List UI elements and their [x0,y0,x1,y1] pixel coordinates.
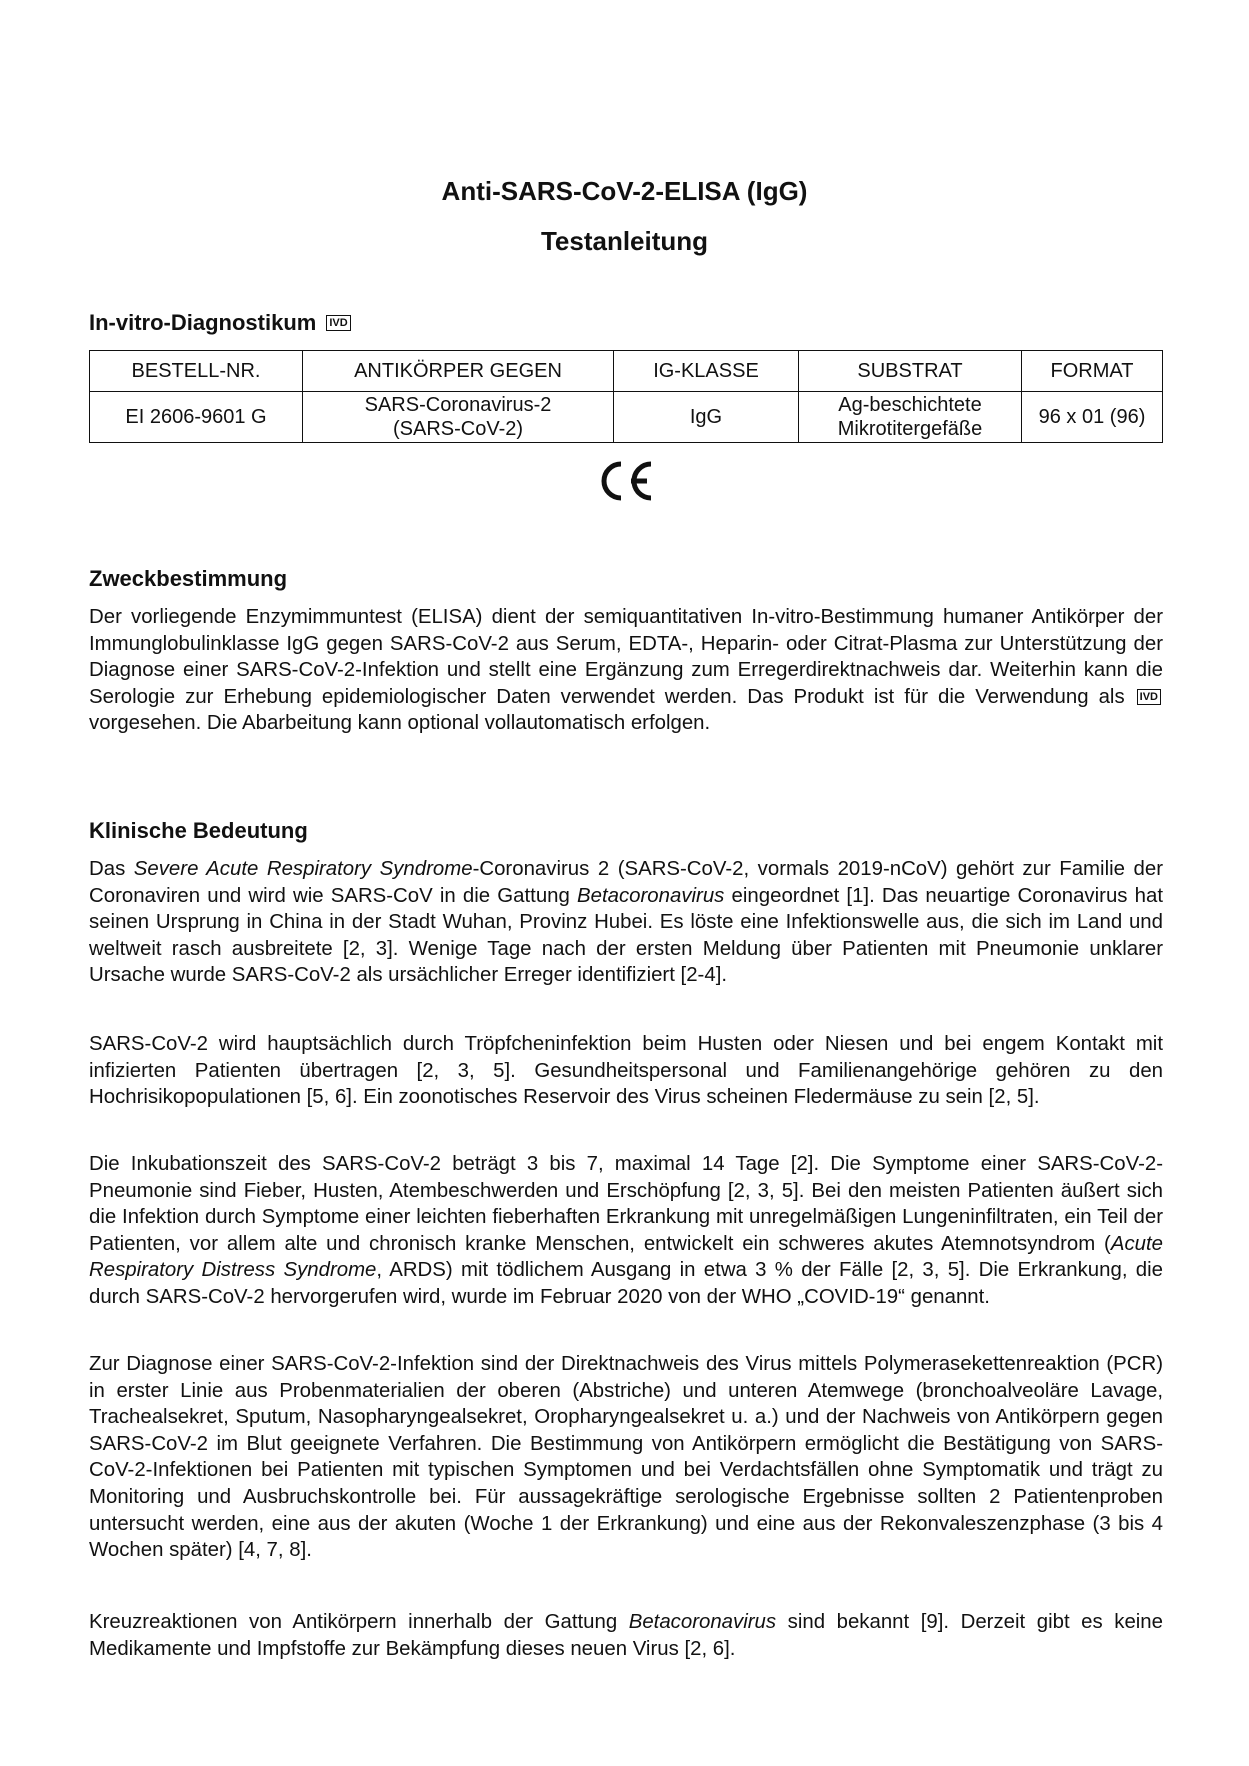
italic-term: Betacoronavirus [577,884,725,907]
table-header-row [90,351,1163,392]
ivd-symbol: IVD [326,315,350,331]
document-title: Anti-SARS-CoV-2-ELISA (IgG) [441,176,808,206]
diagnostic-heading [89,310,351,336]
order-number-cell: EI 2606-9601 G [90,392,303,443]
klinisch-paragraph-5 [89,1609,1163,1662]
zweck-paragraph [89,604,1163,737]
ce-mark-icon [595,458,655,504]
diagnostic-heading-label: In-vitro-Diagnostikum [89,310,317,335]
product-info-table [89,350,1163,443]
ig-class-cell: IgG [614,392,799,443]
section-heading-zweck: Zweckbestimmung [89,566,288,591]
table-row [90,392,1163,443]
antibody-line-2: (SARS-CoV-2) [392,418,524,440]
substrate-cell [799,392,1022,443]
ivd-inline-symbol: IVD [1137,689,1161,705]
zweck-text-b: vorgesehen. Die Abarbeitung kann optional vollautomatisch erfolgen. [89,712,711,735]
klinisch-paragraph-4: Zur Diagnose einer SARS-CoV-2-Infektion sind der Direktnachweis des Virus mittels Polymerasekettenreaktion (PCR) in erster Linie aus Probenmaterialien der oberen (Abstriche) und unteren Atemwege (bronchoalveoläre Lavage, Trachealsekret, Sputum, Nasopharyngealsekret, Oropharyngealsekret u. a.) und der Nachweis von Antikörpern gegen SARS-CoV-2 im Blut geeignete Verfahren. Die Bestimmung von Antikörpern ermöglicht die Bestätigung von SARS-CoV-2-Infektionen bei Patienten mit typischen Symptomen und bei Verdachtsfällen ohne Symptomatik und trägt zu Monitoring und Ausbruchskontrolle bei. Für aussagekräftige serologische Ergebnisse sollten 2 Patientenproben untersucht werden, eine aus der akuten (Woche 1 der Erkrankung) und eine aus der Rekonvaleszenzphase (3 bis 4 Wochen später) [4, 7, 8]. [89,1353,1163,1562]
section-heading-klinisch: Klinische Bedeutung [89,818,308,843]
text-span: eingeordnet [1]. Das neuartige Coronavirus hat seinen Ursprung in China in der Stadt Wuhan, Provinz Hubei. Es löste eine Infektionswelle aus, die sich im Land und weltweit rasch ausbreitete [2, 3]. Wenige Tage nach der ersten Meldung über Patienten mit Pneumonie unklarer Ursache wurde SARS-CoV-2 als ursächlicher Erreger identifiziert [2-4]. [89,884,1163,987]
antibody-line-1: SARS-Coronavirus-2 [364,394,552,416]
text-span: Die Inkubationszeit des SARS-CoV-2 beträgt 3 bis 7, maximal 14 Tage [2]. Die Symptome einer SARS-CoV-2-Pneumonie sind Fieber, Husten, Atembeschwerden und Erschöpfung [2, 3, 5]. Bei den meisten Patienten äußert sich die Infektion durch Symptome einer leichten fieberhaften Erkrankung mit unregelmäßigen Lungeninfiltraten, ein Teil der Patienten, vor allem alte und chronisch kranke Menschen, entwickelt ein schweres akutes Atemnotsyndrom ( [89,1153,1163,1255]
table-header-cell: FORMAT [1022,351,1163,392]
table-header-cell: IG-KLASSE [614,351,799,392]
table-header-cell: SUBSTRAT [799,351,1022,392]
italic-term: Severe Acute Respiratory Syndrome [133,858,473,880]
table-header-cell: BESTELL-NR. [90,351,303,392]
substrate-line-1: Ag-beschichtete [838,394,982,416]
document-subtitle: Testanleitung [540,226,709,256]
klinisch-paragraph-2: SARS-CoV-2 wird hauptsächlich durch Tröpfcheninfektion beim Husten oder Niesen und bei engem Kontakt mit infizierten Patienten übertragen [2, 3, 5]. Gesundheitspersonal und Familienangehörige gehören zu den Hochrisikopopulationen [5, 6]. Ein zoonotisches Reservoir des Virus scheinen Fledermäuse zu sein [2, 5]. [89,1033,1163,1109]
klinisch-paragraph-3 [89,1151,1163,1311]
text-span: sind bekannt [9]. Derzeit gibt es keine Medikamente und Impfstoffe zur Bekämpfung dieses neuen Virus [2, 6]. [89,1611,1163,1660]
italic-term: Acute Respiratory Distress Syndrome [89,1232,1163,1282]
text-span: -Coronavirus 2 (SARS-CoV-2, vormals 2019-nCoV) gehört zur Familie der Coronaviren und wird wie SARS-CoV in die Gattung [89,858,1163,907]
text-span: Kreuzreaktionen von Antikörpern innerhalb der Gattung [89,1611,629,1633]
text-span: , ARDS) mit tödlichem Ausgang in etwa 3 % der Fälle [2, 3, 5]. Die Erkrankung, die durch SARS-CoV-2 hervorgerufen wird, wurde im Februar 2020 von der WHO „COVID-19“ genannt. [89,1259,1163,1308]
format-cell: 96 x 01 (96) [1022,392,1163,443]
text-span: Das [89,858,134,880]
zweck-text-a: Der vorliegende Enzymimmuntest (ELISA) dient der semiquantitativen In-vitro-Bestimmung humaner Antikörper der Immunglobulinklasse IgG gegen SARS-CoV-2 aus Serum, EDTA-, Heparin- oder Citrat-Plasma zur Unterstützung der Diagnose einer SARS-CoV-2-Infektion und stellt eine Ergänzung zum Erregerdirektnachweis dar. Weiterhin kann die Serologie zur Erhebung epidemiologischer Daten verwendet werden. Das Produkt ist für die Verwendung als [89,606,1163,708]
italic-term: Betacoronavirus [628,1611,777,1633]
table-header-cell: ANTIKÖRPER GEGEN [303,351,614,392]
substrate-line-2: Mikrotitergefäße [837,418,983,440]
klinisch-paragraph-1 [89,856,1163,989]
antibody-cell [303,392,614,443]
